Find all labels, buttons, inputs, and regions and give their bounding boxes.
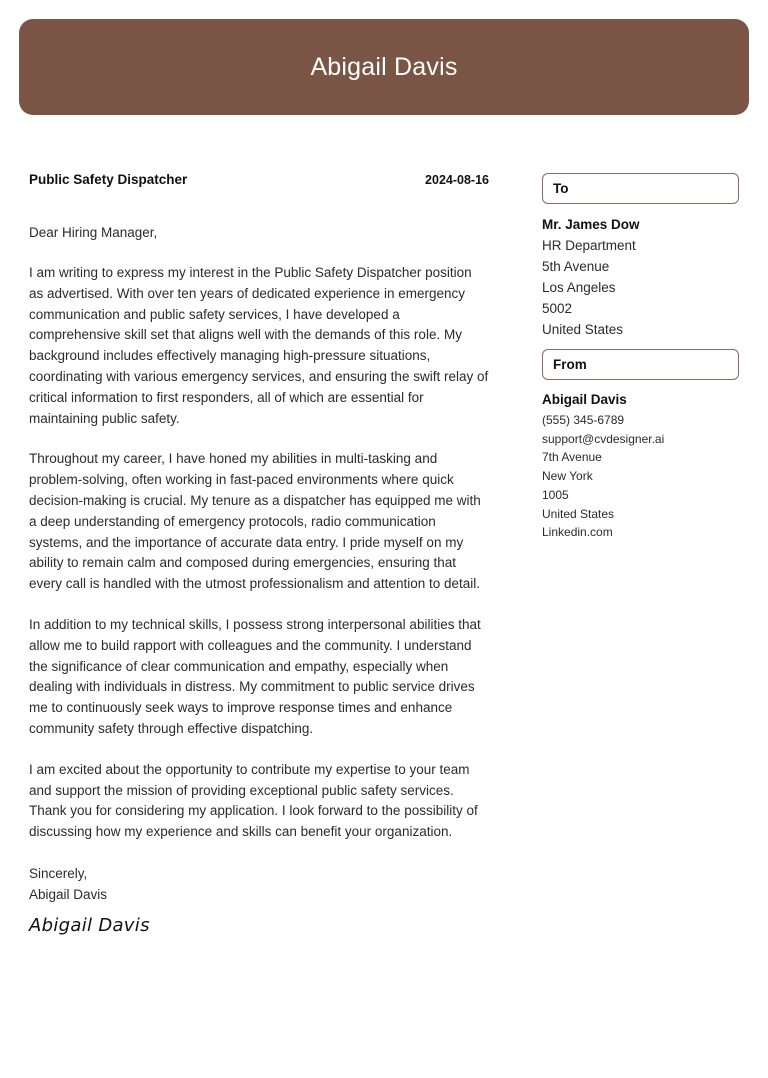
closing-name: Abigail Davis xyxy=(29,886,108,902)
recipient-block xyxy=(542,214,739,340)
letter-date: 2024-08-16 xyxy=(425,173,489,187)
recipient-zip: 5002 xyxy=(542,301,573,316)
sender-phone: (555) 345-6789 xyxy=(542,413,625,427)
job-title: Public Safety Dispatcher xyxy=(29,172,188,187)
closing-block xyxy=(29,863,489,905)
paragraph-3: In addition to my technical skills, I possess strong interpersonal abilities that allow me to build rapport with colleagues and the community. I understand the significance of clear communication and empathy, especially when dealing with individuals in distress. My commitment to public service drives me to continuously seek ways to improve response times and enhance community safety through effective dispatching. xyxy=(29,616,481,736)
recipient-street: 5th Avenue xyxy=(542,259,610,274)
to-label: To xyxy=(553,181,569,196)
recipient-department: HR Department xyxy=(542,238,636,253)
greeting: Dear Hiring Manager, xyxy=(29,225,158,240)
paragraph-2: Throughout my career, I have honed my abilities in multi-tasking and problem-solving, often working in fast-paced environments where quick decision-making is crucial. My tenure as a dispatcher has equipped me with a deep understanding of emergency protocols, radio communication systems, and the importance of accurate data entry. I pride myself on my ability to remain calm and composed during emergencies, ensuring that every call is handled with the utmost professionalism and attention to detail. xyxy=(29,451,481,592)
recipient-city: Los Angeles xyxy=(542,280,616,295)
signature: Abigail Davis xyxy=(29,914,150,936)
letter-title-row xyxy=(29,172,489,194)
paragraph-4: I am excited about the opportunity to contribute my expertise to your team and support the mission of providing exceptional public safety services. Thank you for considering my application. I look forward to the possibility of discussing how my experience and skills can benefit your organization. xyxy=(29,761,478,840)
applicant-name-heading: Abigail Davis xyxy=(310,52,458,81)
sender-name: Abigail Davis xyxy=(542,392,627,407)
paragraph-1: I am writing to express my interest in the Public Safety Dispatcher position as advertised. With over ten years of dedicated experience in emergency communication and public safety services, I have developed a comprehensive skill set that aligns well with the demands of this role. My background includes effectively managing high-pressure situations, coordinating with various emergency services, and ensuring the swift relay of critical information to first responders, all of which are essential for maintaining public safety. xyxy=(29,265,489,426)
from-label: From xyxy=(553,357,587,372)
sender-city: New York xyxy=(542,469,593,484)
letter-body xyxy=(29,172,489,936)
sender-email: support@cvdesigner.ai xyxy=(542,431,665,446)
header-banner xyxy=(19,19,749,115)
sender-country: United States xyxy=(542,506,615,521)
sender-block xyxy=(542,391,739,542)
to-label-box xyxy=(542,173,739,204)
sender-linkedin: Linkedin.com xyxy=(542,525,613,540)
address-sidebar xyxy=(542,173,739,542)
sender-street: 7th Avenue xyxy=(542,450,602,465)
sender-zip: 1005 xyxy=(542,487,569,502)
closing-salutation: Sincerely, xyxy=(29,865,88,881)
from-label-box xyxy=(542,349,739,380)
recipient-country: United States xyxy=(542,322,624,337)
recipient-name: Mr. James Dow xyxy=(542,217,640,232)
